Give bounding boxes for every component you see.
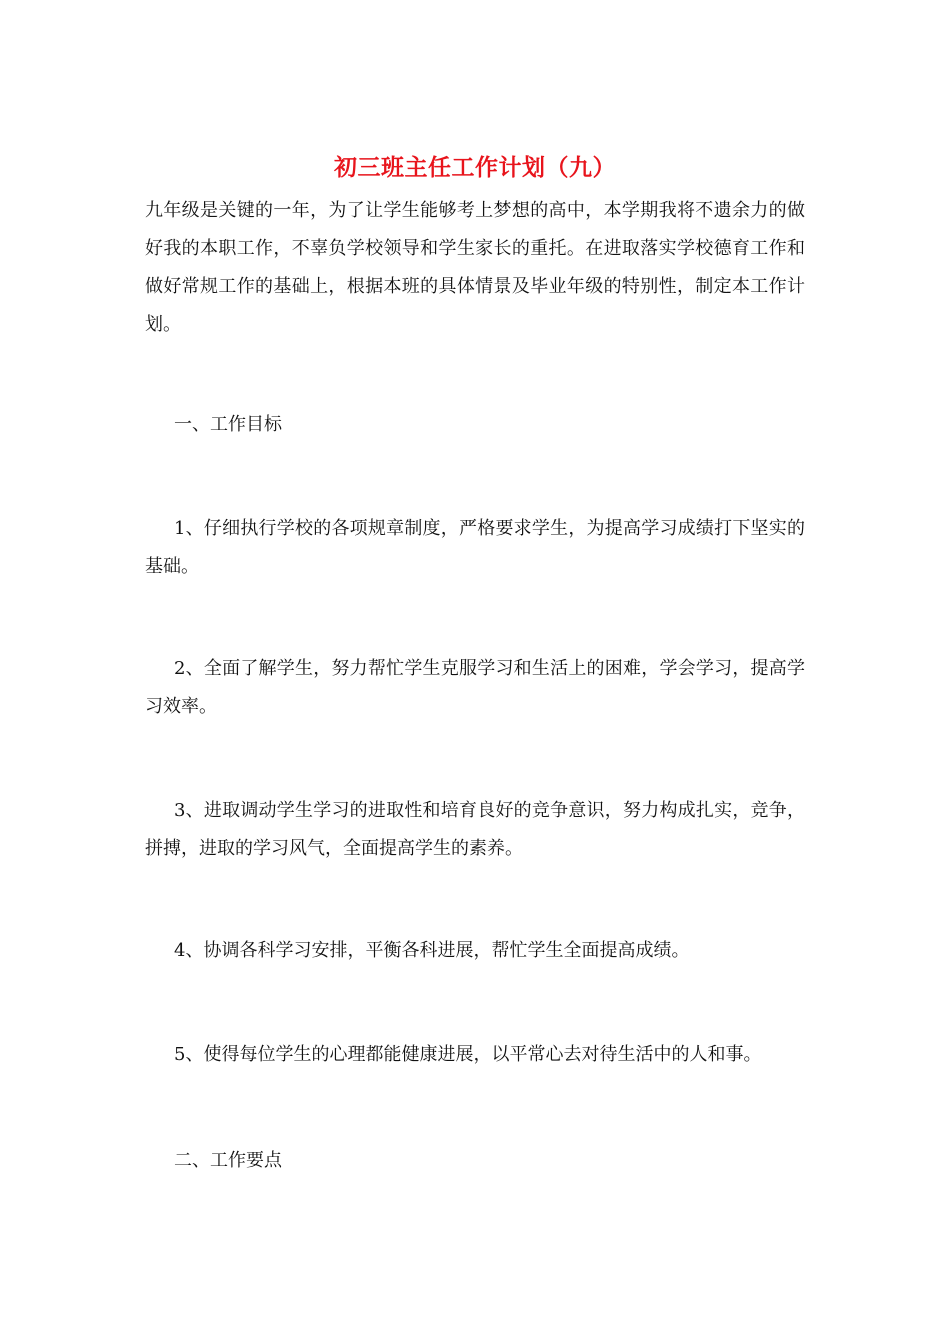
intro-paragraph: 九年级是关键的一年，为了让学生能够考上梦想的高中，本学期我将不遗余力的做好我的本职工作，不辜负学校领导和学生家长的重托。在进取落实学校德育工作和做好常规工作的基础上，根据本班的具体情景及毕业年级的特别性，制定本工作计划。 xyxy=(145,200,805,335)
goal-item-1: 1、仔细执行学校的各项规章制度，严格要求学生，为提高学习成绩打下坚实的基础。 xyxy=(145,518,805,577)
section-heading-goals: 一、工作目标 xyxy=(174,414,282,435)
goal-item-4: 4、协调各科学习安排，平衡各科进展，帮忙学生全面提高成绩。 xyxy=(174,940,690,961)
goal-item-5: 5、使得每位学生的心理都能健康进展，以平常心去对待生活中的人和事。 xyxy=(174,1044,762,1065)
goal-item-2: 2、全面了解学生，努力帮忙学生克服学习和生活上的困难，学会学习，提高学习效率。 xyxy=(145,658,805,717)
section-heading-key-points: 二、工作要点 xyxy=(174,1150,282,1171)
goal-item-3: 3、进取调动学生学习的进取性和培育良好的竞争意识，努力构成扎实，竞争，拼搏，进取的学习风气，全面提高学生的素养。 xyxy=(145,800,805,859)
document-title: 初三班主任工作计划（九） xyxy=(334,154,616,181)
